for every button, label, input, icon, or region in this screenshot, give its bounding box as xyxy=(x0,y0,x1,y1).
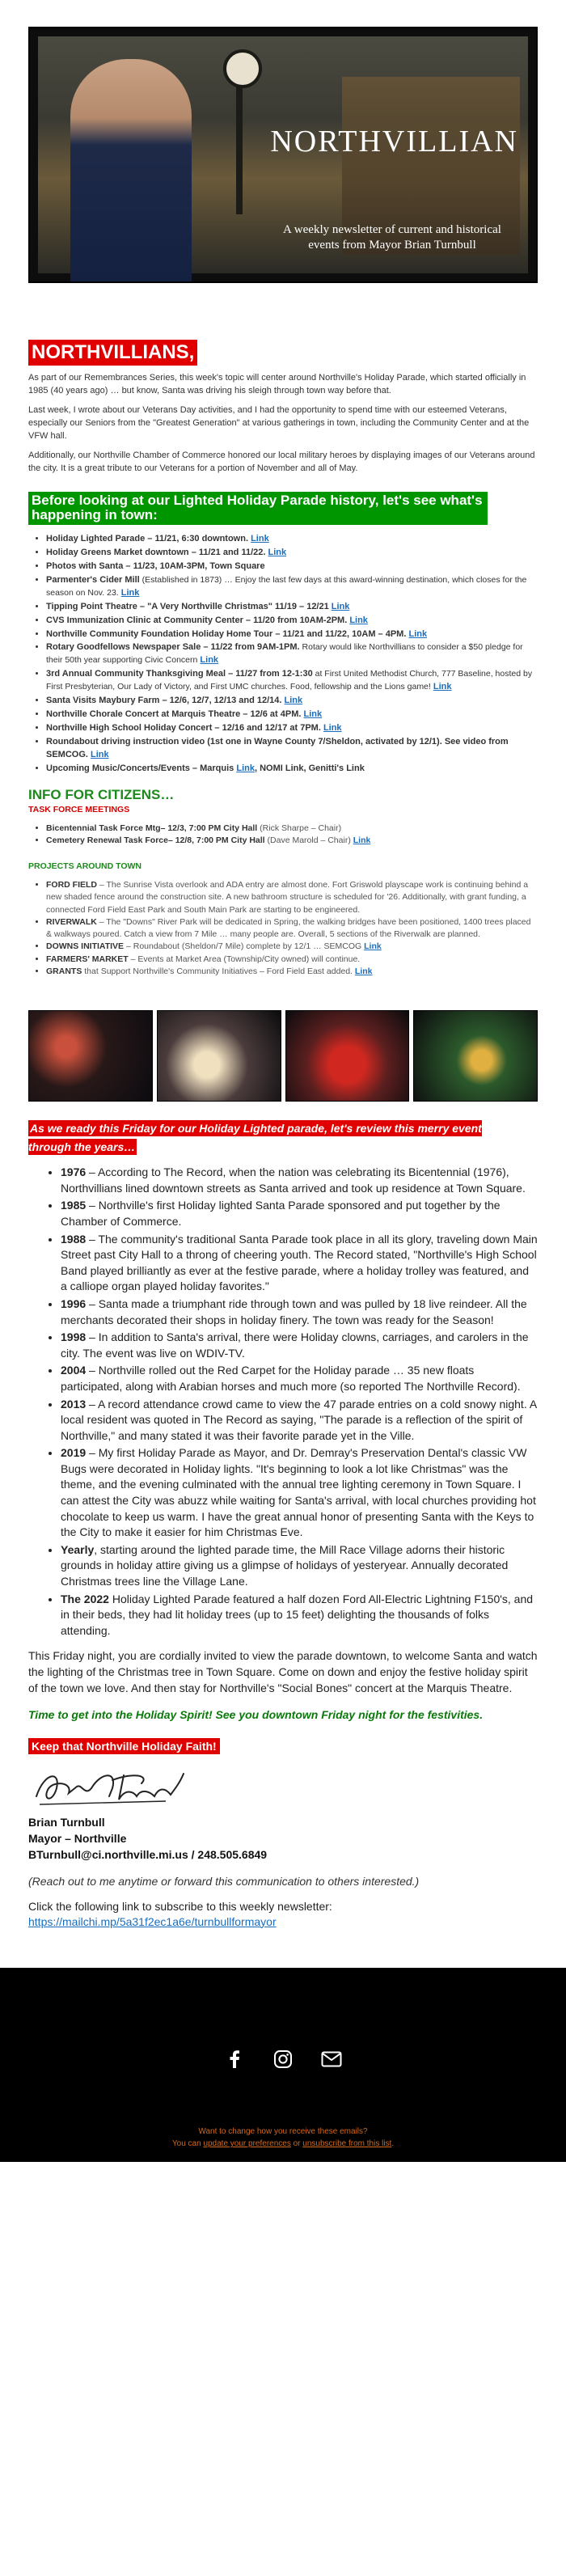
event-item: • Holiday Greens Market downtown – 11/21 and 11/22. Link xyxy=(46,547,538,560)
preferences-note xyxy=(0,2126,566,2150)
history-item: • 2004 – Northville rolled out the Red Carpet for the Holiday parade … 35 new floats participated, along with Arabian horses and much more (so reported The Northville Record). xyxy=(61,1363,538,1394)
event-item: • Holiday Lighted Parade – 11/21, 6:30 downtown. Link xyxy=(46,533,538,546)
event-item: • 3rd Annual Community Thanksgiving Meal – 11/27 from 12-1:30 at First United Methodist Church, 777 Baseline, hosted by First Presbyterian, Our Lady of Victory, and First UMC churches. Food, fellowship and the Lions game! Link xyxy=(46,668,538,694)
parade-photo-firetruck xyxy=(285,1010,410,1102)
update-preferences-link[interactable]: update your preferences xyxy=(203,2139,291,2149)
newsletter-tagline: A weekly newsletter of current and historical events from Mayor Brian Turnbull xyxy=(283,223,501,252)
project-item: • DOWNS INITIATIVE – Roundabout (Sheldon/7 Mile) complete by 12/1 … SEMCOG Link xyxy=(46,941,538,953)
newsletter-title: NORTHVILLIAN xyxy=(270,125,518,159)
task-force-list xyxy=(28,823,538,847)
signature-block xyxy=(28,1814,538,1863)
event-link[interactable]: Link xyxy=(323,723,342,734)
parade-photo-santa xyxy=(413,1010,538,1102)
intro-paragraph-2: Last week, I wrote about our Veterans Day activities, and I had the opportunity to spend time with our esteemed Veterans, especially our Seniors from the "Greatest Generation" at various gatherings in town, including the Community Center and at the VFW hall. xyxy=(28,404,530,441)
event-item: • Parmenter's Cider Mill (Established in 1873) … Enjoy the last few days at this award-winning destination, which closes for the season on Nov. 23. Link xyxy=(46,574,538,600)
project-item: • RIVERWALK – The "Downs" River Park will be dedicated in Spring, the walking bridges have been positioned, 1400 trees placed & walkways poured. Catch a view from 7 Mile … many people are. Overall, 5 sections of the Riverwalk are planned. xyxy=(46,916,538,941)
parade-history-list xyxy=(28,1165,538,1639)
facebook-icon[interactable] xyxy=(224,2049,245,2070)
event-item: • Santa Visits Maybury Farm – 12/6, 12/7, 12/13 and 12/14. Link xyxy=(46,695,538,708)
event-item: • Tipping Point Theatre – "A Very Northville Christmas" 11/19 – 12/21 Link xyxy=(46,601,538,614)
holiday-spirit-line: Time to get into the Holiday Spirit! See you downtown Friday night for the festivities. xyxy=(28,1708,484,1722)
event-link[interactable]: Link xyxy=(284,696,303,706)
event-item: • Northville Chorale Concert at Marquis Theatre – 12/6 at 4PM. Link xyxy=(46,709,538,721)
intro-paragraph-1: As part of our Remembrances Series, this week's topic will center around Northville's Holiday Parade, which started officially in 1985 (40 years ago) … but know, Santa was driving his sleigh through town way before that. xyxy=(28,373,526,395)
unsubscribe-link[interactable]: unsubscribe from this list xyxy=(302,2139,392,2149)
header-clock-icon xyxy=(223,49,262,88)
event-link[interactable]: Link xyxy=(331,601,350,611)
social-icons xyxy=(0,2049,566,2070)
subscribe-link[interactable]: https://mailchi.mp/5a31f2ec1a6e/turnbullformayor xyxy=(28,1914,277,1928)
event-link[interactable]: Link xyxy=(251,533,269,544)
event-item: • Roundabout driving instruction video (1st one in Wayne County 7/Sheldon, activated by 12/1). See video from SEMCOG. Link xyxy=(46,736,538,762)
email-icon[interactable] xyxy=(321,2049,342,2070)
event-link[interactable]: Link xyxy=(408,628,428,639)
event-link[interactable]: Link xyxy=(433,682,452,692)
preferences-question: Want to change how you receive these emails? xyxy=(198,2127,368,2137)
event-item: • Upcoming Music/Concerts/Events – Marquis Link, NOMI Link, Genitti's Link xyxy=(46,763,538,776)
holiday-faith-banner: Keep that Northville Holiday Faith! xyxy=(28,1738,220,1754)
project-link[interactable]: Link xyxy=(354,966,373,976)
history-item: • 1985 – Northville's first Holiday lighted Santa Parade sponsored and put together by the Chamber of Commerce. xyxy=(61,1198,538,1229)
event-link[interactable]: Link xyxy=(91,749,109,759)
project-link[interactable]: Link xyxy=(364,941,382,952)
events-heading: Before looking at our Lighted Holiday Parade history, let's see what's happening in town: xyxy=(28,492,488,525)
event-link[interactable]: Link xyxy=(236,763,255,773)
project-item: • FORD FIELD – The Sunrise Vista overlook and ADA entry are almost done. Fort Griswold playscape work is continuing behind a new shaded fence around the construction site. A new bathroom structure is scheduled for '26. Additionally, with grant funding, a connected Ford Field East Park and South Main Park are starting to be engineered. xyxy=(46,879,538,916)
project-item: • FARMERS' MARKET – Events at Market Area (Township/City owned) will continue. xyxy=(46,954,538,966)
task-force-item: • Bicentennial Task Force Mtg– 12/3, 7:00 PM City Hall (Rick Sharpe – Chair) xyxy=(46,823,538,835)
header-banner xyxy=(28,27,538,283)
signature-image xyxy=(28,1764,538,1811)
event-item: • Rotary Goodfellows Newspaper Sale – 11/22 from 9AM-1PM. Rotary would like Northvillians to consider a $50 pledge for their 50th year supporting Civic Concern Link xyxy=(46,641,538,667)
task-force-label: TASK FORCE MEETINGS xyxy=(28,804,130,814)
history-item: • Yearly, starting around the lighted parade time, the Mill Race Village adorns their historic grounds in holiday attire giving us a glimpse of holidays of yesteryear. Annually decorated Christmas trees line the Village Lane. xyxy=(61,1542,538,1590)
header-mayor-portrait xyxy=(70,59,192,283)
event-item: • CVS Immunization Clinic at Community Center – 11/20 from 10AM-2PM. Link xyxy=(46,615,538,628)
reach-out-note: (Reach out to me anytime or forward this communication to others interested.) xyxy=(28,1874,420,1888)
instagram-icon[interactable] xyxy=(272,2049,294,2070)
subscribe-text: Click the following link to subscribe to this weekly newsletter: xyxy=(28,1899,332,1913)
project-item: • GRANTS that Support Northville's Community Initiatives – Ford Field East added. Link xyxy=(46,966,538,978)
parade-photo-strip xyxy=(28,1010,538,1102)
signer-role: Mayor – Northville xyxy=(28,1832,127,1846)
history-item: • 1988 – The community's traditional Santa Parade took place in all its glory, traveling down Main Street past City Hall to a throng of cheering youth. The Record stated, "Northville's High School Band played brilliantly as ever at the festive parade, where a holiday trolley was featured, and a calliope organ played holiday favorites." xyxy=(61,1232,538,1295)
event-item: • Northville Community Foundation Holiday Home Tour – 11/21 and 11/22, 10AM – 4PM. Link xyxy=(46,628,538,641)
closing-paragraph: This Friday night, you are cordially invited to view the parade downtown, to welcome Santa and watch the lighting of the Christmas tree in Town Square. Come on down and enjoy the festive holiday spirit of the town we love. And then stay for Northville's "Social Bones" concert at the Marquis Theatre. xyxy=(28,1649,538,1694)
signer-contact[interactable]: BTurnbull@ci.northville.mi.us / 248.505.6849 xyxy=(28,1848,268,1862)
event-link[interactable]: Link xyxy=(200,655,219,666)
info-title: INFO FOR CITIZENS… xyxy=(28,786,175,802)
event-item: • Northville High School Holiday Concert – 12/16 and 12/17 at 7PM. Link xyxy=(46,722,538,735)
history-item: • 1996 – Santa made a triumphant ride through town and was pulled by 18 live reindeer. All the merchants decorated their shops in holiday finery. The town was ready for the Season! xyxy=(61,1296,538,1328)
event-item: • Photos with Santa – 11/23, 10AM-3PM, Town Square xyxy=(46,560,538,573)
history-item: • 2019 – My first Holiday Parade as Mayor, and Dr. Demray's Preservation Dental's classic VW Bugs were decorated in Holiday lights. "It's beginning to look a lot like Christmas" was the theme, and the evening culminated with the annual tree lighting ceremony in Town Square. I can attest the City was abuzz while waiting for Santa's arrival, with local churches providing hot chocolate to keep us warm. I have the great annual honor of presenting Santa with the Keys to the City to make it easier for him Christmas Eve. xyxy=(61,1445,538,1541)
event-link[interactable]: Link xyxy=(349,615,368,625)
projects-label: PROJECTS AROUND TOWN xyxy=(28,861,142,872)
events-list xyxy=(28,533,538,776)
event-link[interactable]: Link xyxy=(268,547,287,557)
history-item: • The 2022 Holiday Lighted Parade featured a half dozen Ford All-Electric Lightning F150's, and in their beds, they had lit holiday trees (up to 15 feet) delighting the thousands of folks attending. xyxy=(61,1592,538,1639)
task-force-link[interactable]: Link xyxy=(353,835,371,846)
event-link[interactable]: Link xyxy=(303,709,323,720)
review-heading-wrap xyxy=(28,1119,513,1157)
history-item: • 1998 – In addition to Santa's arrival, there were Holiday clowns, carriages, and carolers in the city. The event was live on WDIV-TV. xyxy=(61,1330,538,1361)
footer xyxy=(0,1968,566,2162)
history-item: • 2013 – A record attendance crowd came to view the 47 parade entries on a cold snowy night. A local resident was quoted in The Record as saying, "The parade is a reflection of the spirit of Northville," and many stated it was their favorite parade yet in the Ville. xyxy=(61,1397,538,1445)
signer-name: Brian Turnbull xyxy=(28,1815,105,1829)
review-heading: As we ready this Friday for our Holiday Lighted parade, let's review this merry event through the years… xyxy=(28,1122,482,1154)
projects-list xyxy=(28,879,538,978)
parade-photo-2 xyxy=(157,1010,281,1102)
intro-paragraph-3: Additionally, our Northville Chamber of Commerce honored our local military heroes by displaying images of our Veterans around the city. It is a great tribute to our Veterans for a portion of November and all of May. xyxy=(28,450,535,473)
event-link[interactable]: Link xyxy=(120,587,140,598)
history-item: • 1976 – According to The Record, when the nation was celebrating its Bicentennial (1976), Northvillians lined downtown streets as Santa arrived and took up residence at Town Square. xyxy=(61,1165,538,1196)
greeting: NORTHVILLIANS, xyxy=(28,340,197,366)
subscribe-section xyxy=(28,1899,538,1930)
parade-photo-1 xyxy=(28,1010,153,1102)
task-force-item: • Cemetery Renewal Task Force– 12/8, 7:00 PM City Hall (Dave Marold – Chair) Link xyxy=(46,835,538,847)
preferences-actions: You can update your preferences or unsubscribe from this list. xyxy=(171,2139,395,2149)
signature-icon xyxy=(28,1764,190,1811)
